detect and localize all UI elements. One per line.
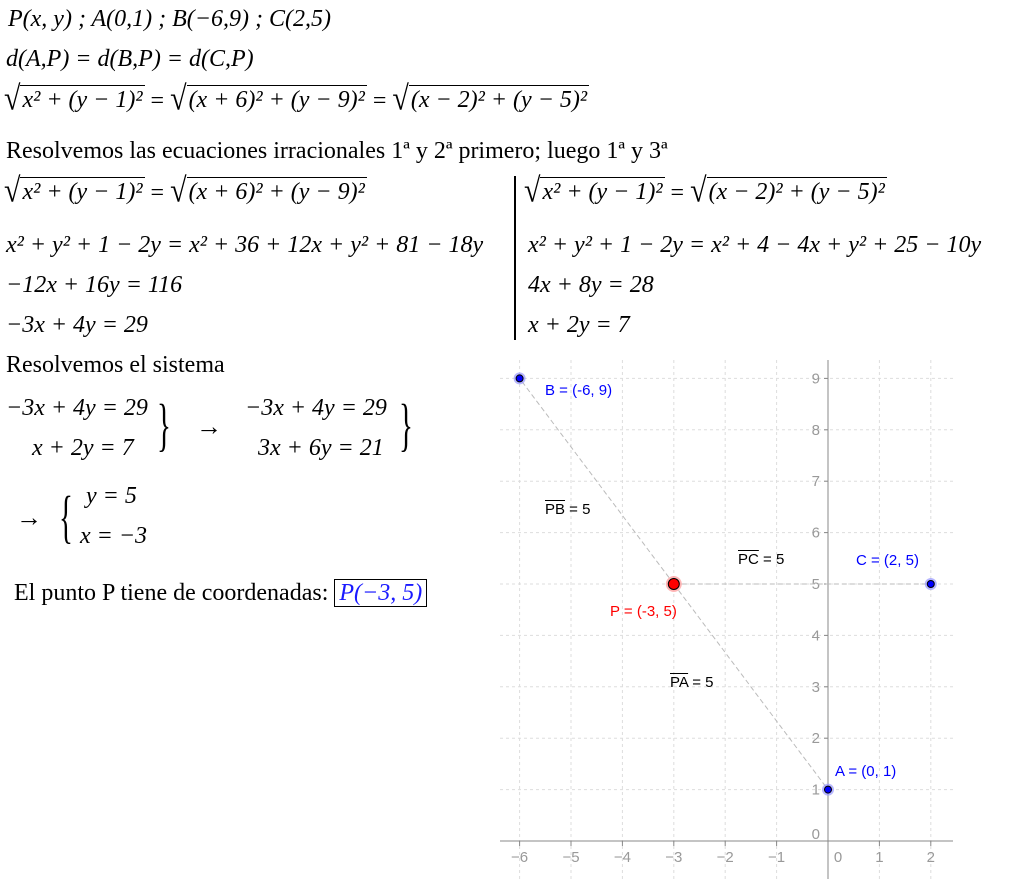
distance-equality: d(A,P) = d(B,P) = d(C,P) [6,46,254,72]
point-label-p: P = (-3, 5) [610,603,677,620]
point-b [516,375,523,382]
points-definition: P(x, y) ; A(0,1) ; B(−6,9) ; C(2,5) [8,6,331,32]
point-p [668,579,679,590]
y-tick-label: 6 [811,524,820,542]
system2-eq2: 3x + 6y = 21 [258,435,384,461]
radicand: (x + 6)² + (y − 9)² [188,179,365,205]
y-tick-label: 0 [811,826,820,843]
point-a [825,786,832,793]
right-radical-equation: √ x² + (y − 1)² = √ (x − 2)² + (y − 5)² [524,171,885,210]
x-tick-label: 2 [926,849,935,866]
right-line: x² + y² + 1 − 2y = x² + 4 − 4x + y² + 25 − 10y [528,232,982,258]
segment-value: = 5 [565,501,591,518]
y-tick-label: 1 [811,781,820,799]
segment-value: = 5 [758,551,785,568]
equals: = [670,180,685,206]
right-line: 4x + 8y = 28 [528,272,654,298]
y-tick-label: 7 [811,473,820,491]
radicand: x² + (y − 1)² [22,179,143,205]
x-tick-label: −5 [562,849,580,866]
radicand: x² + (y − 1)² [542,179,663,205]
instruction-text: Resolvemos las ecuaciones irracionales 1ª y 2ª primero; luego 1ª y 3ª [6,138,668,164]
x-tick-label: −6 [511,849,529,866]
radicand: (x + 6)² + (y − 9)² [188,87,365,113]
right-brace: } [398,392,413,457]
graph-canvas [495,360,960,879]
point-label-c: C = (2, 5) [856,552,919,569]
y-tick-label: 4 [811,627,820,645]
y-tick-label: 5 [811,576,820,593]
x-tick-label: 1 [875,849,884,866]
geogebra-graph [495,360,960,879]
system-heading: Resolvemos el sistema [6,352,225,378]
result-y: y = 5 [86,483,137,509]
segment-label-pb [545,502,590,518]
radicand: (x − 2)² + (y − 5)² [708,179,885,205]
left-brace: { [58,484,73,549]
system1-eq2: x + 2y = 7 [32,435,134,461]
x-tick-label: −1 [768,849,786,866]
y-tick-label: 2 [811,730,820,748]
equals: = [150,180,165,206]
left-line: −3x + 4y = 29 [6,312,148,338]
x-tick-label: −4 [613,849,631,866]
y-tick-label: 3 [811,678,820,696]
right-brace: } [156,392,171,457]
equals: = [150,88,165,114]
segment-name: $\overline{PB}$ [545,501,566,518]
arrow-icon: → [196,412,222,441]
system2-eq1: −3x + 4y = 29 [245,395,387,421]
point-label-a: A = (0, 1) [835,763,897,780]
segment-value: = 5 [688,674,714,691]
point-label-b: B = (-6, 9) [545,382,613,399]
left-line: x² + y² + 1 − 2y = x² + 36 + 12x + y² + 81 − 18y [6,232,484,258]
equals: = [372,88,387,114]
y-tick-label: 9 [811,370,820,388]
column-divider [514,176,516,340]
x-tick-label: 0 [833,849,843,866]
left-line: −12x + 16y = 116 [6,272,183,298]
answer-box: P(−3, 5) [334,579,427,607]
segment-label-pa [670,675,714,691]
final-text: El punto P tiene de coordenadas: [14,580,329,606]
segment-name: $\overline{PC}$ [738,551,759,568]
result-x: x = −3 [80,523,148,549]
radicand: (x − 2)² + (y − 5)² [410,87,588,113]
final-answer [14,578,427,608]
x-tick-label: −3 [665,849,683,866]
segment-label-pc [738,552,784,568]
radicand: x² + (y − 1)² [22,87,143,113]
point-c [927,581,934,588]
left-radical-equation: √ x² + (y − 1)² = √ (x + 6)² + (y − 9)² [4,171,365,210]
radical-equation: √ x² + (y − 1)² = √ (x + 6)² + (y − 9)² = √ (x − 2)² + (y − 5)² [4,79,588,118]
arrow-icon: → [16,503,42,532]
x-tick-label: −2 [716,849,734,866]
y-tick-label: 8 [811,421,820,439]
right-line: x + 2y = 7 [528,312,630,338]
system1-eq1: −3x + 4y = 29 [6,395,148,421]
segment-name: $\overline{PA}$ [670,674,689,691]
